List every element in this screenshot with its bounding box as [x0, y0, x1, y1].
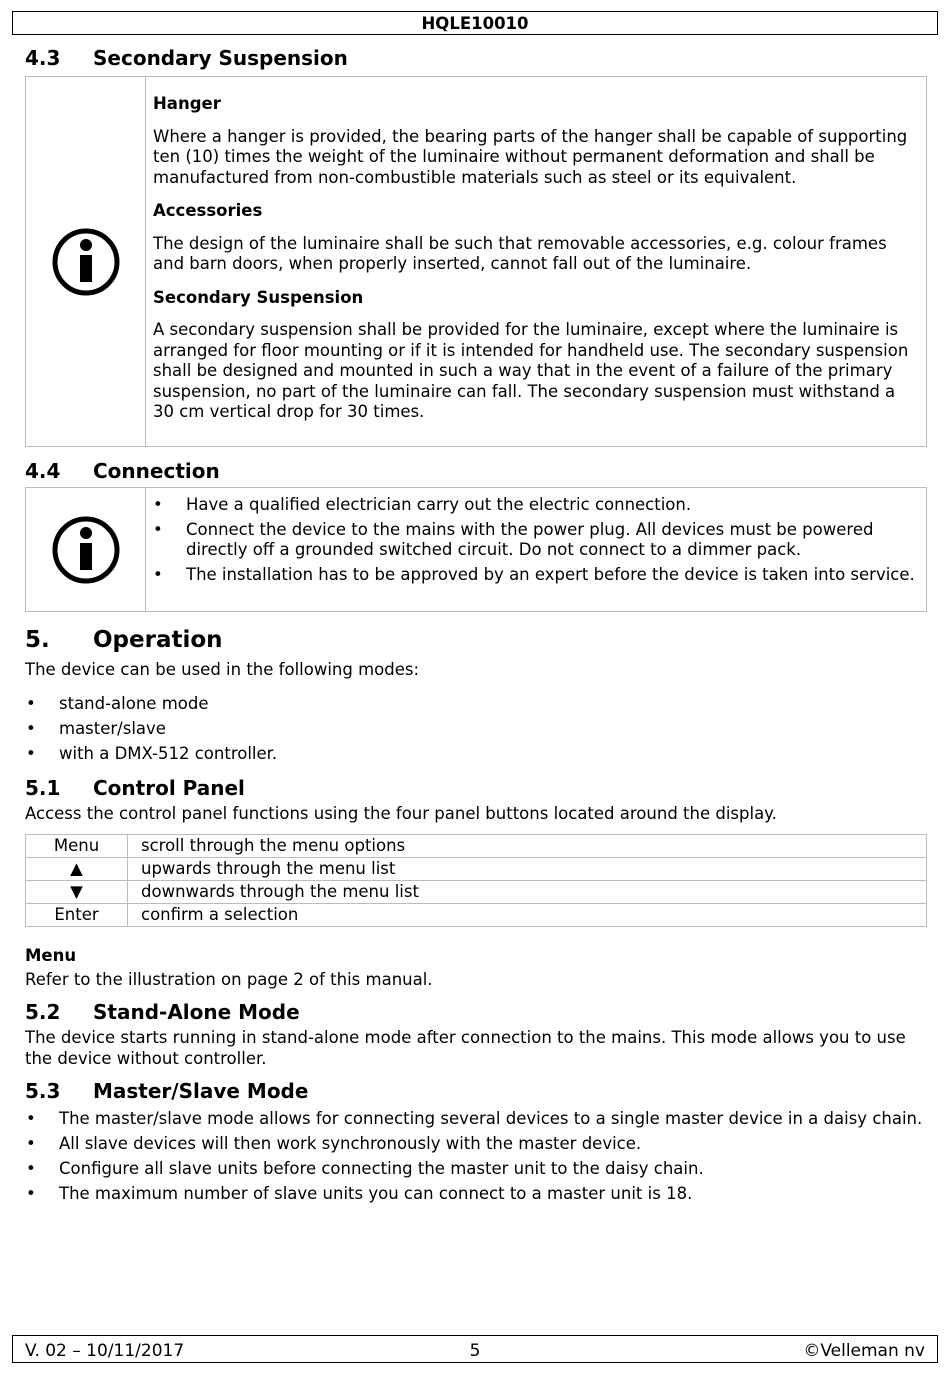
- footer-copyright: ©Velleman nv: [803, 1341, 925, 1361]
- note-body: [146, 77, 926, 446]
- key-cell: Enter: [26, 904, 128, 927]
- section-number: 5.2: [25, 1000, 61, 1024]
- control-panel-table: [25, 834, 927, 927]
- info-icon: [52, 516, 120, 584]
- master-slave-list: [25, 1109, 940, 1209]
- list-item: • Connect the device to the mains with the power plug. All devices must be powered directly off a grounded switched circuit. Do not connect to a dimmer pack.: [153, 520, 918, 561]
- heading-5: [25, 627, 223, 653]
- desc-cell: upwards through the menu list: [128, 858, 927, 881]
- section-title: Operation: [93, 627, 223, 653]
- section-number: 5.1: [25, 776, 61, 800]
- section-number: 4.3: [25, 46, 61, 70]
- modes-list: [25, 694, 925, 769]
- list-item: • stand-alone mode: [25, 694, 925, 715]
- paragraph-hanger: Where a hanger is provided, the bearing parts of the hanger shall be capable of supporting ten (10) times the weight of the luminaire without permanent deformation and shall be manufactured from non-combustible materials such as steel or its equivalent.: [153, 126, 908, 187]
- connection-list: [153, 495, 918, 585]
- page-number: 5: [469, 1341, 481, 1361]
- desc-cell: confirm a selection: [128, 904, 927, 927]
- heading-4-3: [25, 46, 348, 70]
- section-title: Control Panel: [93, 776, 245, 800]
- list-item: • The installation has to be approved by an expert before the device is taken into service.: [153, 565, 918, 586]
- table-row: [26, 835, 927, 858]
- paragraph-secondary-suspension: A secondary suspension shall be provided for the luminaire, except where the luminaire is arranged for floor mounting or if it is intended for handheld use. The secondary suspension shall be designed and mounted in such a way that in the event of a failure of the primary suspension, no part of the luminaire can fall. The secondary suspension must withstand a 30 cm vertical drop for 30 times.: [153, 320, 909, 421]
- subheading-hanger: Hanger: [153, 94, 221, 113]
- menu-text: Refer to the illustration on page 2 of this manual.: [25, 970, 433, 989]
- section-title: Master/Slave Mode: [93, 1079, 309, 1103]
- note-box-secondary-suspension: [25, 76, 927, 447]
- list-item: • master/slave: [25, 719, 925, 740]
- footer-version: V. 02 – 10/11/2017: [25, 1341, 185, 1361]
- subheading-menu: Menu: [25, 946, 77, 965]
- page-header: [12, 11, 938, 35]
- section-title: Stand-Alone Mode: [93, 1000, 300, 1024]
- key-cell: Menu: [26, 835, 128, 858]
- list-item: • The master/slave mode allows for connecting several devices to a single master device in a daisy chain.: [25, 1109, 940, 1130]
- list-item: • All slave devices will then work synchronously with the master device.: [25, 1134, 940, 1155]
- list-item: • with a DMX-512 controller.: [25, 744, 925, 765]
- subheading-secondary-suspension: Secondary Suspension: [153, 287, 364, 307]
- heading-5-2: [25, 1000, 300, 1024]
- list-item: • Configure all slave units before connecting the master unit to the daisy chain.: [25, 1159, 940, 1180]
- section-number: 4.4: [25, 459, 61, 483]
- info-icon: [52, 228, 120, 296]
- paragraph-accessories: The design of the luminaire shall be such that removable accessories, e.g. colour frames and barn doors, when properly inserted, cannot fall out of the luminaire.: [153, 233, 887, 273]
- heading-4-4: [25, 459, 220, 483]
- note-body: [146, 488, 926, 611]
- subheading-accessories: Accessories: [153, 201, 263, 220]
- section-number: 5.3: [25, 1079, 61, 1103]
- up-arrow-icon: ▲: [26, 858, 128, 881]
- model-number: HQLE10010: [421, 14, 529, 33]
- list-item: • Have a qualified electrician carry out the electric connection.: [153, 495, 918, 516]
- section-number: 5.: [25, 627, 50, 653]
- table-row: [26, 881, 927, 904]
- desc-cell: downwards through the menu list: [128, 881, 927, 904]
- stand-alone-text: The device starts running in stand-alone mode after connection to the mains. This mode allows you to use the device without controller.: [25, 1028, 906, 1068]
- desc-cell: scroll through the menu options: [128, 835, 927, 858]
- heading-5-1: [25, 776, 245, 800]
- operation-intro: The device can be used in the following modes:: [25, 660, 420, 679]
- note-box-connection: [25, 487, 927, 612]
- control-panel-intro: Access the control panel functions using the four panel buttons located around the display.: [25, 804, 777, 823]
- page-footer: [12, 1335, 938, 1363]
- section-title: Connection: [93, 459, 220, 483]
- table-row: [26, 858, 927, 881]
- heading-5-3: [25, 1079, 308, 1103]
- down-arrow-icon: ▼: [26, 881, 128, 904]
- list-item: • The maximum number of slave units you can connect to a master unit is 18.: [25, 1184, 940, 1205]
- info-icon-cell: [26, 488, 146, 611]
- table-row: [26, 904, 927, 927]
- info-icon-cell: [26, 77, 146, 446]
- section-title: Secondary Suspension: [93, 46, 348, 70]
